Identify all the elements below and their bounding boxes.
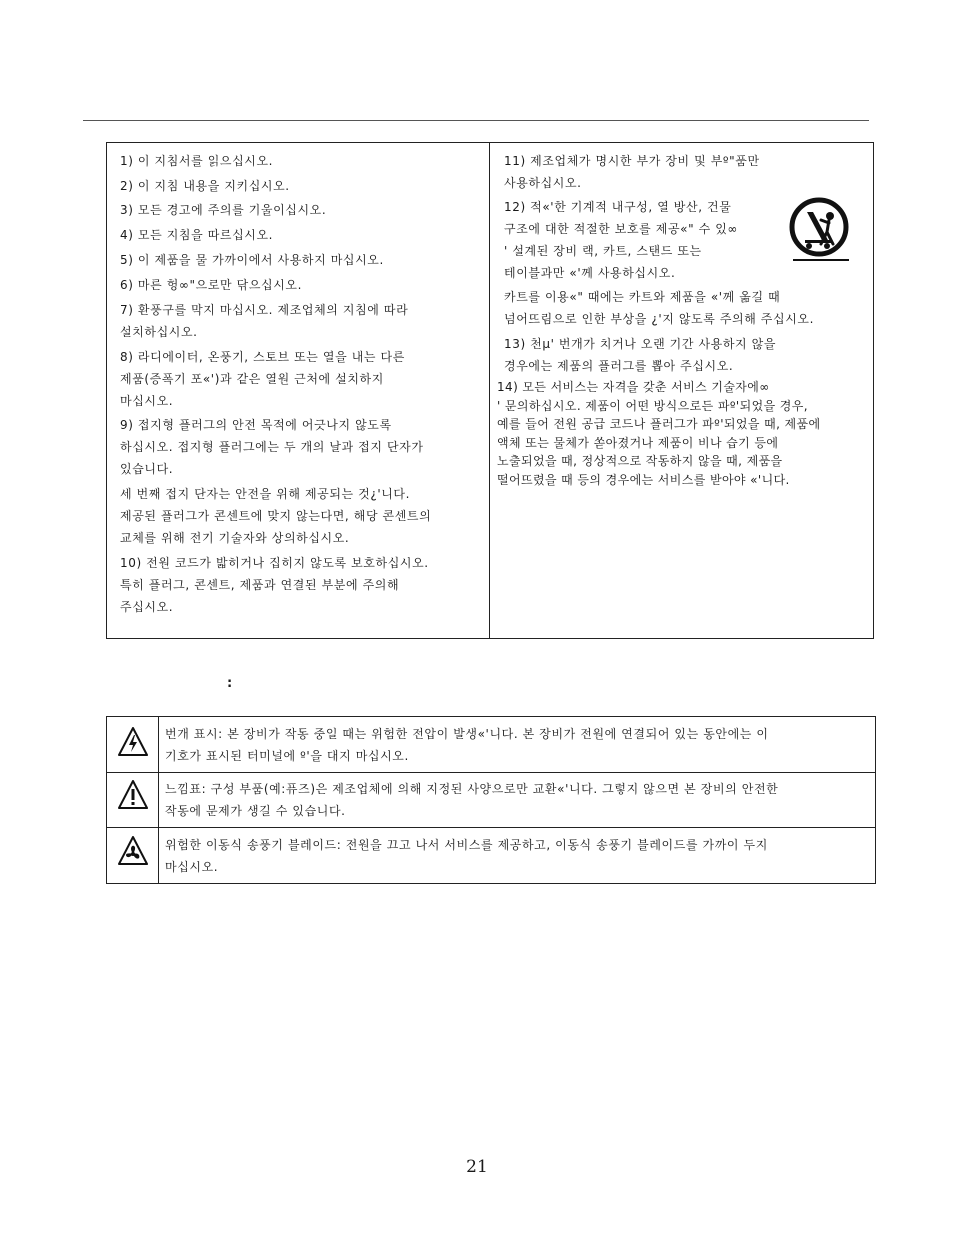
instruction-3: 3) 모든 경고에 주의를 기울이십시오.: [120, 203, 327, 217]
column-divider: [489, 142, 490, 639]
instruction-11: 11) 제조업체가 명시한 부가 장비 및 부º"품만 사용하십시오.: [504, 154, 760, 190]
instruction-9-ground-note: 세 번째 접지 단자는 안전을 위해 제공되는 것¿'니다. 제공된 플러그가 콘센트에 맞지 않는다면, 해당 콘센트의 교체를 위해 전기 기술자와 상의하십시오.: [120, 487, 432, 545]
instruction-12-cart-caution: 카트를 이용«" 때에는 카트와 제품을 «'께 옮길 때 넘어뜨림으로 인한 부상을 ¿'지 않도록 주의해 주십시오.: [504, 290, 814, 326]
instruction-9: 9) 접지형 플러그의 안전 목적에 어긋나지 않도록 하십시오. 접지형 플러그에는 두 개의 날과 접지 단자가 있습니다.: [120, 418, 424, 476]
symbol-row-lightning: [107, 717, 875, 772]
symbol-description: 위험한 이동식 송풍기 블레이드: 전원을 끄고 나서 서비스를 제공하고, 이동식 송풍기 블레이드를 가까이 두지 마십시오.: [165, 838, 768, 874]
instruction-7: 7) 환풍구를 막지 마십시오. 제조업체의 지침에 따라 설치하십시오.: [120, 303, 409, 339]
lightning-bolt-warning-icon: [117, 726, 149, 758]
instruction-6: 6) 마른 헝∞"으로만 닦으십시오.: [120, 278, 303, 292]
instruction-5: 5) 이 제품을 물 가까이에서 사용하지 마십시오.: [120, 253, 384, 267]
symbol-description: 느낌표: 구성 부품(예:퓨즈)은 제조업체에 의해 지정된 사양으로만 교환«'니다. 그렇지 않으면 본 장비의 안전한 작동에 문제가 생길 수 있습니다.: [165, 782, 779, 818]
instruction-1: 1) 이 지침서를 읽으십시오.: [120, 154, 274, 168]
symbols-table: [106, 716, 876, 884]
symbol-row-exclamation: [107, 772, 875, 828]
header-rule: [83, 120, 869, 121]
symbol-row-fan: [107, 827, 875, 884]
page-number: 21: [466, 1157, 488, 1177]
symbols-label: :: [227, 676, 233, 691]
instruction-10: 10) 전원 코드가 밟히거나 집히지 않도록 보호하십시오. 특히 플러그, 콘센트, 제품과 연결된 부분에 주의해 주십시오.: [120, 556, 429, 614]
symbol-description: 번개 표시: 본 장비가 작동 중일 때는 위험한 전압이 발생«'니다. 본 장비가 전원에 연결되어 있는 동안에는 이 기호가 표시된 터미널에 º'을 대지 마십시오.: [165, 727, 769, 763]
cart-tip-over-warning-icon: [783, 194, 855, 264]
instruction-4: 4) 모든 지침을 따르십시오.: [120, 228, 274, 242]
instruction-14: 14) 모든 서비스는 자격을 갖춘 서비스 기술자에∞ ' 문의하십시오. 제품이 어떤 방식으로든 파º'되었을 경우, 예를 들어 전원 공급 코드나 플러그가 파º'되었을 때, 제품에 액체 또는 물체가 쏟아졌거나 제품이 비나 습기 등에 노출되었을 때, 정상적으로 작동하지 않을 때, 제품을 떨어뜨렸을 때 등의 경우에는 서비스를 받아야 «'니다.: [497, 380, 821, 487]
exclamation-warning-icon: [117, 779, 149, 811]
instruction-13: 13) 천μ' 번개가 치거나 오랜 기간 사용하지 않을 경우에는 제품의 플러그를 뽑아 주십시오.: [504, 337, 777, 373]
instruction-8: 8) 라디에이터, 온풍기, 스토브 또는 열을 내는 다른 제품(증폭기 포«')과 같은 열원 근처에 설치하지 마십시오.: [120, 350, 405, 408]
instruction-12: 12) 적«'한 기계적 내구성, 열 방산, 건물 구조에 대한 적절한 보호를 제공«" 수 있∞ ' 설계된 장비 랙, 카트, 스탠드 또는 테이블과만 «'께 사용하십시오.: [504, 200, 739, 280]
instruction-2: 2) 이 지침 내용을 지키십시오.: [120, 179, 290, 193]
fan-blade-warning-icon: [117, 835, 149, 867]
